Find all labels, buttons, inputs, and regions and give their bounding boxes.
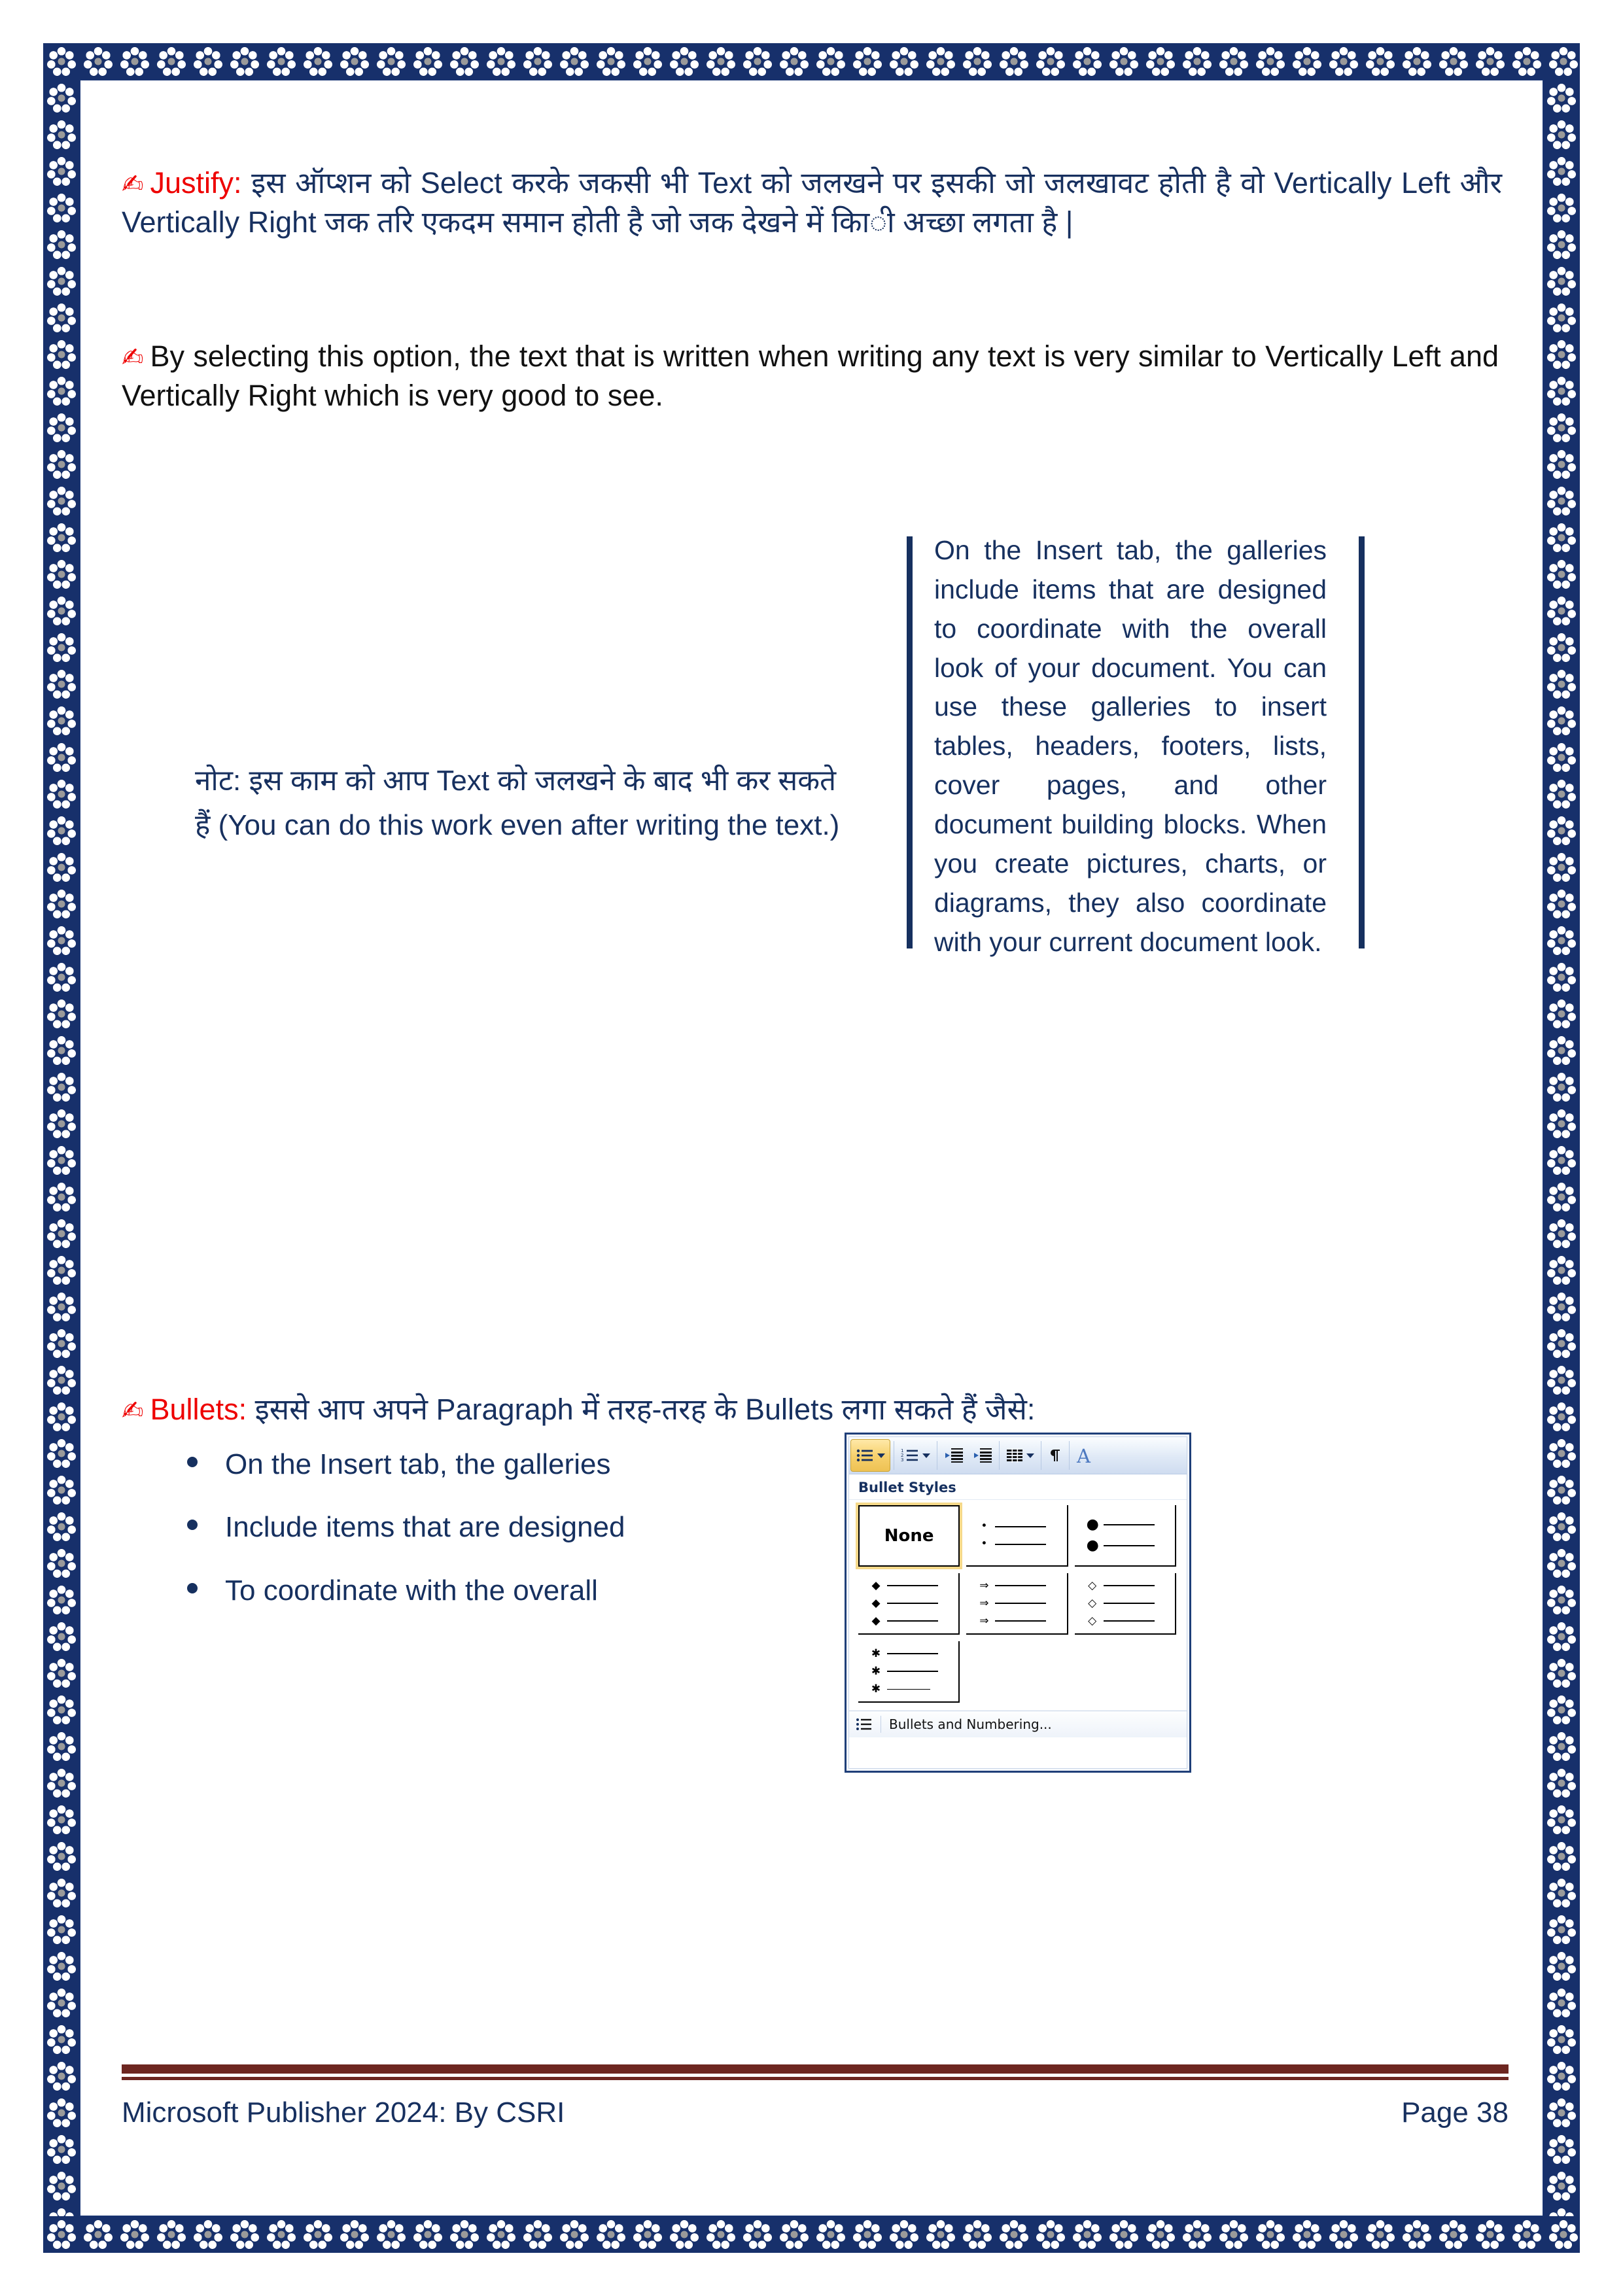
- bullet-sample-row: [870, 1648, 958, 1660]
- diamond-icon: ◆: [871, 1578, 881, 1592]
- sample-line: [995, 1620, 1046, 1622]
- writing-hand-icon: ✍: [122, 343, 144, 373]
- bullet-sample-row: [1087, 1580, 1175, 1592]
- bullet-sample-row: [978, 1539, 1066, 1550]
- note-text-block: [195, 759, 856, 848]
- flower-motif-pattern: [43, 80, 80, 2216]
- bullets-hindi-text: इससे आप अपने Paragraph में तरह-तरह के Bullets लगा सकते हैं जैसे:: [247, 1393, 1036, 1426]
- numbered-list-icon: [901, 1448, 919, 1463]
- toolbar-separator: [1069, 1441, 1070, 1470]
- hollow-diamond-icon: ◇: [1088, 1614, 1097, 1627]
- bullet-sample-row: [870, 1580, 958, 1592]
- bullet-sample-row: [978, 1521, 1066, 1532]
- justify-english-text: By selecting this option, the text that is written when writing any text is very similar to Vertically Left and Vertically Right which is very good to see.: [122, 339, 1499, 412]
- large-dot-icon: ●: [1086, 1516, 1099, 1533]
- bullet-style-large-dot[interactable]: [1075, 1505, 1176, 1567]
- asterisk-icon: ✱: [871, 1682, 881, 1696]
- chevron-down-icon: [877, 1453, 885, 1458]
- justify-label: Justify:: [150, 166, 242, 200]
- list-item-label: On the Insert tab, the galleries: [225, 1448, 611, 1480]
- bullet-sample-row: [870, 1666, 958, 1677]
- flower-motif-pattern: [1543, 80, 1580, 2216]
- svg-text:2: 2: [901, 1453, 904, 1458]
- gallery-empty-cell: [966, 1641, 1068, 1703]
- bullet-sample-row: [1087, 1616, 1175, 1627]
- pilcrow-icon: [1048, 1448, 1062, 1463]
- svg-text:3: 3: [901, 1457, 904, 1463]
- bullet-dot-icon: [187, 1583, 198, 1593]
- list-item-label: Include items that are designed: [225, 1511, 625, 1544]
- list-item: [187, 1449, 776, 1480]
- list-item: [187, 1575, 776, 1607]
- bullet-style-hollow-diamond[interactable]: [1075, 1573, 1176, 1635]
- bullet-styles-dialog-inner: [848, 1436, 1187, 1769]
- footer-rule-thin: [122, 2077, 1509, 2080]
- note-hindi-text: नोट: इस काम को आप Text को जलखने के बाद भी कर सकते हैं: [195, 765, 837, 842]
- bullets-list-icon: [856, 1717, 873, 1731]
- bullets-paragraph: [122, 1390, 1502, 1429]
- sample-line: [1104, 1545, 1155, 1546]
- quote-box-left-rule: [907, 536, 913, 948]
- bullet-style-asterisk[interactable]: [858, 1641, 960, 1703]
- border-edge-left: [43, 80, 80, 2216]
- bullet-styles-title: Bullet Styles: [849, 1474, 1187, 1500]
- bullet-sample-row: [978, 1580, 1066, 1592]
- page-content: [122, 98, 1509, 2178]
- line-spacing-icon: [1006, 1448, 1023, 1463]
- footer-rule-group: [122, 2064, 1509, 2080]
- sample-line: [887, 1603, 938, 1604]
- bullets-section-heading: [122, 1390, 1502, 1429]
- bullets-label: Bullets:: [150, 1393, 247, 1426]
- hollow-diamond-icon: ◇: [1088, 1596, 1097, 1610]
- bullets-and-numbering-label: Bullets and Numbering...: [889, 1716, 1052, 1732]
- line-spacing-button[interactable]: [1002, 1437, 1039, 1474]
- arrow-icon: ⇒: [979, 1614, 989, 1627]
- sample-line: [887, 1689, 930, 1690]
- bullets-list-button[interactable]: [850, 1439, 890, 1472]
- list-item-label: To coordinate with the overall: [225, 1574, 598, 1607]
- list-item: [187, 1512, 776, 1543]
- chevron-down-icon: [1026, 1453, 1034, 1458]
- sample-line: [887, 1620, 938, 1622]
- sample-line: [995, 1544, 1046, 1545]
- numbered-list-button[interactable]: [896, 1437, 935, 1474]
- border-edge-top: [43, 43, 1580, 80]
- chevron-down-icon: [922, 1453, 930, 1458]
- paragraph-toolbar: [849, 1437, 1187, 1474]
- bullet-sample-row: [870, 1616, 958, 1627]
- bullet-styles-gallery: [849, 1500, 1187, 1707]
- bullet-sample-row: [1087, 1539, 1175, 1553]
- page-footer: [122, 2096, 1509, 2129]
- gallery-empty-cell: [1075, 1641, 1176, 1703]
- bullet-dot-icon: [187, 1457, 198, 1467]
- border-edge-bottom: [43, 2216, 1580, 2253]
- sample-line: [1104, 1620, 1155, 1622]
- increase-indent-button[interactable]: [968, 1437, 997, 1474]
- flower-motif-pattern: [43, 43, 1580, 80]
- asterisk-icon: ✱: [871, 1664, 881, 1678]
- bullet-sample-row: [870, 1684, 958, 1695]
- footer-page-number: Page 38: [1401, 2096, 1509, 2129]
- letter-a-icon: [1076, 1446, 1096, 1465]
- border-edge-right: [1543, 80, 1580, 2216]
- note-english-text: (You can do this work even after writing the text.): [218, 809, 840, 842]
- arrow-icon: ⇒: [979, 1578, 989, 1592]
- diamond-icon: ◆: [871, 1596, 881, 1610]
- asterisk-icon: ✱: [871, 1646, 881, 1660]
- writing-hand-icon: ✍: [122, 169, 144, 200]
- bullet-sample-row: [978, 1616, 1066, 1627]
- small-dot-icon: •: [981, 1520, 988, 1533]
- flower-motif-pattern: [43, 2216, 1580, 2253]
- bullet-style-arrow[interactable]: [966, 1573, 1068, 1635]
- small-dot-icon: •: [981, 1537, 988, 1550]
- sample-line: [887, 1671, 938, 1672]
- bullet-sample-row: [1087, 1518, 1175, 1532]
- sample-line: [1104, 1524, 1155, 1525]
- bullet-style-small-dot[interactable]: [966, 1505, 1068, 1567]
- diamond-icon: ◆: [871, 1614, 881, 1627]
- bullet-style-diamond[interactable]: [858, 1573, 960, 1635]
- insert-tab-quote-box: [907, 535, 1365, 957]
- bullets-list-icon: [856, 1448, 874, 1463]
- hollow-diamond-icon: ◇: [1088, 1578, 1097, 1592]
- toolbar-separator: [999, 1441, 1000, 1470]
- sample-line: [995, 1603, 1046, 1604]
- writing-hand-icon: ✍: [122, 1396, 144, 1426]
- svg-text:A: A: [1077, 1446, 1091, 1465]
- justify-english-paragraph: [122, 337, 1499, 415]
- bullets-demo-list: [187, 1449, 776, 1638]
- sample-line: [1104, 1585, 1155, 1586]
- decrease-indent-button[interactable]: [939, 1437, 968, 1474]
- bullets-and-numbering-command[interactable]: [849, 1711, 1187, 1737]
- bullet-sample-row: [1087, 1598, 1175, 1609]
- sample-line: [995, 1526, 1046, 1527]
- sample-line: [1104, 1603, 1155, 1604]
- bullet-style-none[interactable]: [858, 1505, 960, 1567]
- arrow-icon: ⇒: [979, 1596, 989, 1610]
- footer-left-text: Microsoft Publisher 2024: By CSRI: [122, 2096, 565, 2129]
- footer-rule-thick: [122, 2064, 1509, 2074]
- justify-section: [122, 164, 1502, 242]
- large-dot-icon: ●: [1086, 1537, 1099, 1554]
- sample-line: [995, 1585, 1046, 1586]
- increase-indent-icon: [973, 1448, 992, 1463]
- text-styles-button[interactable]: [1072, 1437, 1100, 1474]
- quote-box-text: On the Insert tab, the galleries include items that are designed to coordinate with the overall look of your document. You can use these galleries to insert tables, headers, footers, lists, cover pages, and other document building blocks. When you create pictures, charts, or diagrams, they also coordinate with your current document look.: [934, 535, 1327, 957]
- bullet-styles-dialog-screenshot: [845, 1433, 1191, 1773]
- bullet-sample-row: [978, 1598, 1066, 1609]
- sample-line: [887, 1653, 938, 1654]
- bullet-sample-row: [870, 1598, 958, 1609]
- show-paragraph-marks-button[interactable]: [1043, 1437, 1067, 1474]
- sample-line: [887, 1585, 938, 1586]
- justify-hindi-text: इस ऑप्शन को Select करके जकसी भी Text को जलखने पर इसकी जो जलखावट होती है वो Vertically Left और Vertically Right जक तरि एकदम समान होती है जो जक देखने में काि◌ी अच्छा लगता है |: [122, 166, 1502, 239]
- bullet-dot-icon: [187, 1520, 198, 1530]
- quote-box-right-rule: [1359, 536, 1365, 948]
- svg-text:1: 1: [901, 1448, 904, 1453]
- justify-paragraph: [122, 164, 1502, 242]
- justify-english-section: [122, 337, 1499, 415]
- decrease-indent-icon: [944, 1448, 964, 1463]
- bullet-style-none-label: None: [884, 1526, 934, 1546]
